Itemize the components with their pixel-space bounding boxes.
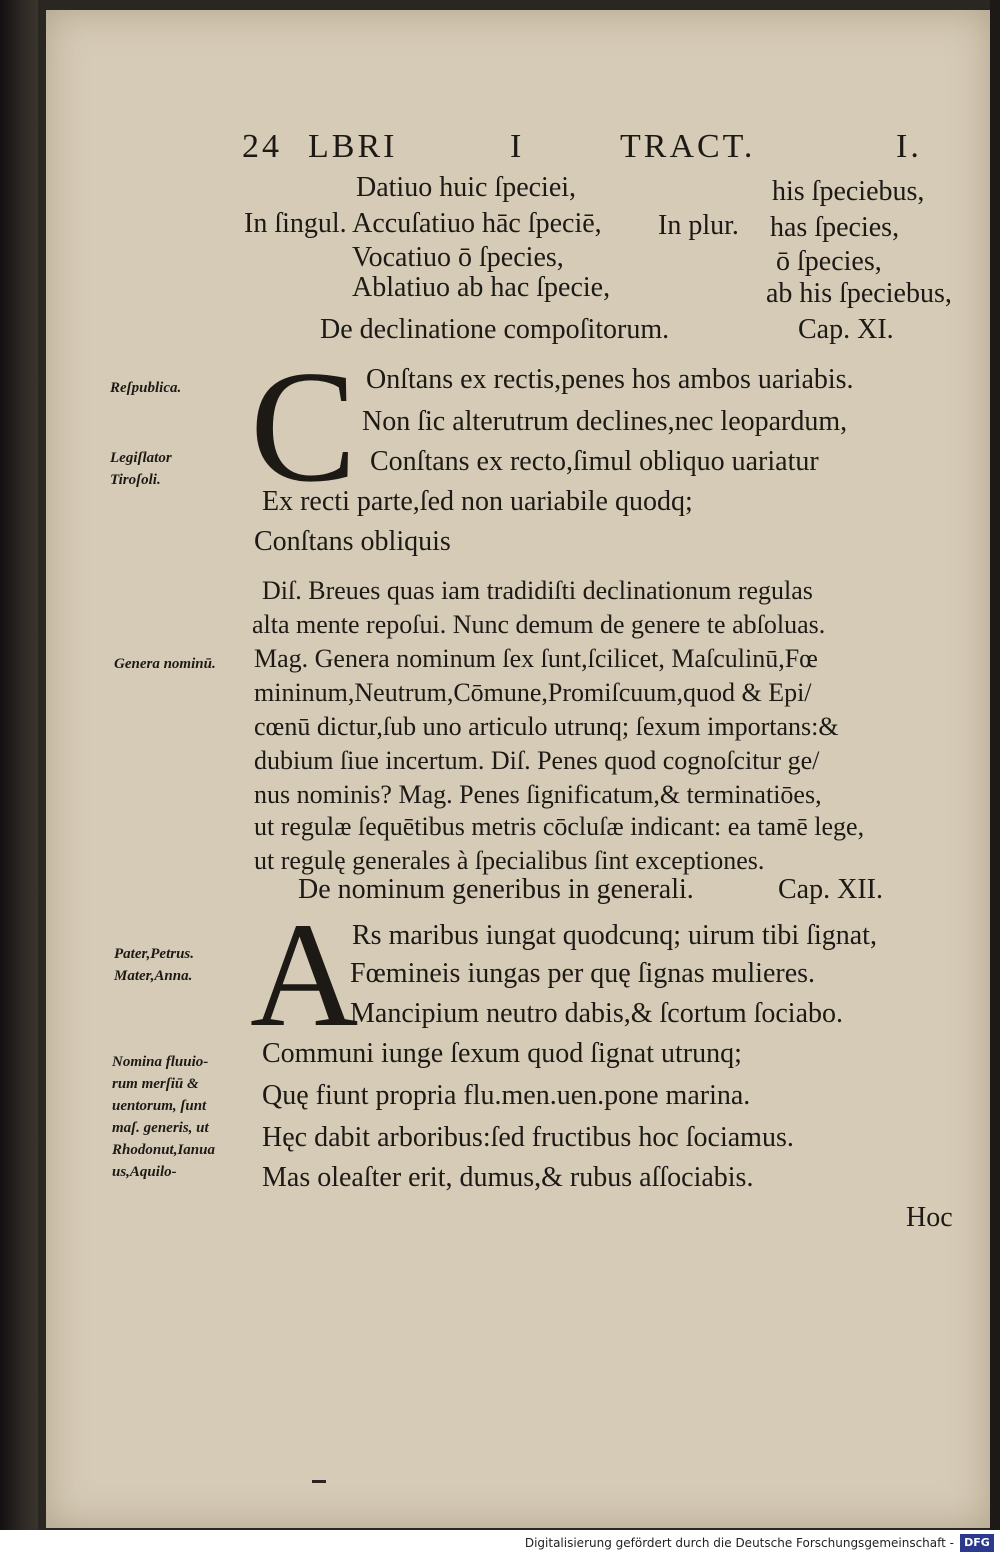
plural-form: ō ſpecies, bbox=[776, 246, 882, 277]
declension-line: In ſingul. Accuſatiuo hāc ſpeciē, bbox=[244, 208, 602, 239]
prose-line: Mag. Genera nominum ſex ſunt,ſcilicet, Maſculinū,Fœ bbox=[254, 644, 818, 673]
chapter-number: Cap. XI. bbox=[798, 314, 894, 345]
margin-note: Legiſlator bbox=[110, 450, 172, 466]
plural-form: his ſpeciebus, bbox=[772, 176, 925, 207]
margin-note: uentorum, ſunt bbox=[112, 1098, 207, 1114]
margin-note: rum merſiū & bbox=[112, 1076, 199, 1092]
verse-line: Mas oleaſter erit, dumus,& rubus aſſociabis. bbox=[262, 1162, 754, 1193]
verse-line: Non ſic alterutrum declines,nec leopardum, bbox=[362, 406, 848, 437]
book-gutter bbox=[0, 0, 38, 1558]
prose-line: ut regulæ ſequētibus metris cōcluſæ indicant: ea tamē lege, bbox=[254, 812, 865, 841]
running-head-word: I bbox=[510, 128, 525, 165]
page-number: 24 bbox=[242, 128, 282, 165]
margin-note: Pater,Petrus. bbox=[114, 946, 195, 962]
prose-line: alta mente repoſui. Nunc demum de genere te abſoluas. bbox=[252, 610, 826, 639]
verse-line: Fœmineis iungas per quę ſignas mulieres. bbox=[350, 958, 816, 989]
initial-letter-a: A bbox=[250, 892, 359, 1058]
verse-line: Hęc dabit arboribus:ſed fructibus hoc ſociamus. bbox=[262, 1122, 794, 1153]
prose-line: ut regulę generales à ſpecialibus ſint exceptiones. bbox=[254, 846, 765, 875]
verse-line: Quę fiunt propria flu.men.uen.pone marina. bbox=[262, 1080, 751, 1111]
ink-mark bbox=[312, 1480, 326, 1483]
chapter-number: Cap. XII. bbox=[778, 874, 883, 905]
digitization-footer bbox=[0, 1530, 1000, 1558]
page-edge bbox=[990, 0, 1000, 1530]
prose-line: nus nominis? Mag. Penes ſignificatum,& terminatiōes, bbox=[254, 780, 822, 809]
footer-text: Digitalisierung gefördert durch die Deutsche Forschungsgemeinschaft - bbox=[524, 1536, 954, 1550]
running-head-word: LBRI bbox=[308, 128, 398, 165]
margin-note: maſ. generis, ut bbox=[112, 1120, 209, 1136]
verse-line: Onſtans ex rectis,penes hos ambos uariabis. bbox=[366, 364, 854, 395]
declension-line: Vocatiuo ō ſpecies, bbox=[352, 242, 564, 273]
declension-line: Datiuo huic ſpeciei, bbox=[356, 172, 577, 203]
verse-line: Conſtans obliquis bbox=[254, 526, 451, 557]
dfg-logo: DFG bbox=[960, 1534, 994, 1552]
chapter-title: De declinatione compoſitorum. bbox=[320, 314, 670, 345]
verse-line: Ex recti parte,ſed non uariabile quodq; bbox=[262, 486, 693, 517]
margin-note: Genera nominū. bbox=[114, 656, 216, 672]
verse-line: Mancipium neutro dabis,& ſcortum ſociabo. bbox=[350, 998, 844, 1029]
prose-line: Diſ. Breues quas iam tradidiſti declinationum regulas bbox=[262, 576, 813, 605]
plural-form: has ſpecies, bbox=[770, 212, 900, 243]
margin-note: Reſpublica. bbox=[110, 380, 182, 396]
plural-form: ab his ſpeciebus, bbox=[766, 278, 952, 309]
prose-line: dubium ſiue incertum. Diſ. Penes quod cognoſcitur ge/ bbox=[254, 746, 820, 775]
prose-line: mininum,Neutrum,Cōmune,Promiſcuum,quod & Epi/ bbox=[254, 678, 812, 707]
prose-line: cœnū dictur,ſub uno articulo utrunq; ſexum importans:& bbox=[254, 712, 839, 741]
verse-line: Communi iunge ſexum quod ſignat utrunq; bbox=[262, 1038, 742, 1069]
margin-note: Rhodonut,Ianua bbox=[112, 1142, 215, 1158]
running-head-word: TRACT. bbox=[620, 128, 756, 165]
margin-note: Tiroſoli. bbox=[110, 472, 161, 488]
margin-note: us,Aquilo- bbox=[112, 1164, 177, 1180]
verse-line: Conſtans ex recto,ſimul obliquo uariatur bbox=[370, 446, 819, 477]
catchword: Hoc bbox=[906, 1202, 953, 1233]
initial-letter-c: C bbox=[250, 337, 357, 515]
in-plur-label: In plur. bbox=[658, 210, 739, 241]
verse-line: Rs maribus iungat quodcunq; uirum tibi ſignat, bbox=[352, 920, 877, 951]
declension-line: Ablatiuo ab hac ſpecie, bbox=[352, 272, 611, 303]
chapter-title: De nominum generibus in generali. bbox=[298, 874, 694, 905]
margin-note: Nomina fluuio- bbox=[112, 1054, 209, 1070]
running-head-word: I. bbox=[896, 128, 922, 165]
margin-note: Mater,Anna. bbox=[114, 968, 193, 984]
